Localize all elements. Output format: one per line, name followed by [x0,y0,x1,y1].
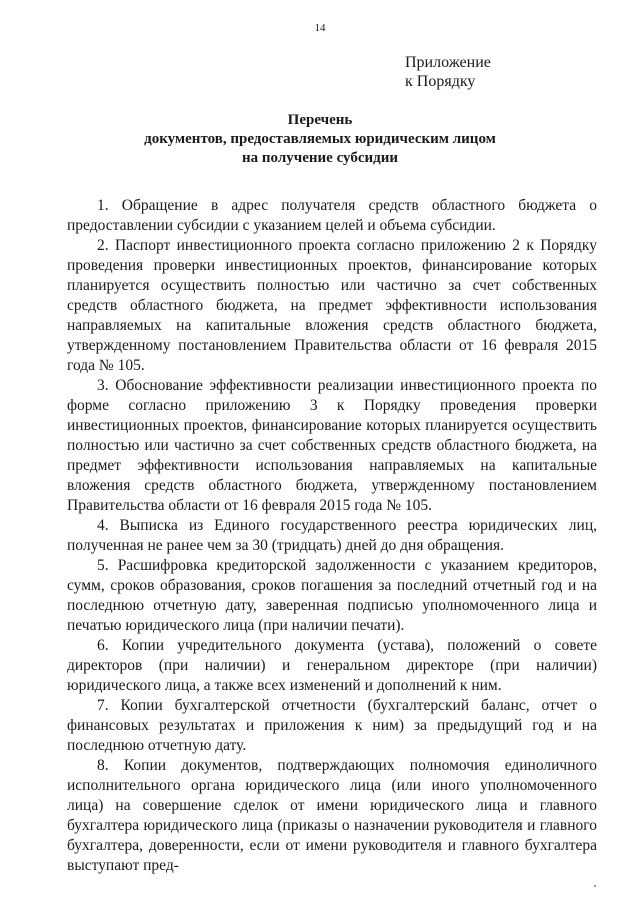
appendix-header [405,53,491,91]
list-item-6: 6. Копии учредительного документа (устава), положений о совете директоров (при наличии) и генеральном директоре (при наличии) юридического лица, а также всех изменений и дополнений к ним. [67,637,597,694]
scan-speck [594,885,596,887]
list-item-1: 1. Обращение в адрес получателя средств областного бюджета о предоставлении субсидии с указанием целей и объема субсидии. [67,197,597,234]
appendix-line-1: Приложение [405,54,491,71]
title-line-1: Перечень [287,112,353,128]
list-item-3: 3. Обоснование эффективности реализации инвестиционного проекта по форме согласно приложению 3 к Порядку проведения проверки инвестиционных проектов, финансирование которых планируется осуществить полностью или частично за счет собственных средств областного бюджета, на предмет эффективности использования направляемых на капитальные вложения средств областного бюджета, утвержденному постановлением Правительства области от 16 февраля 2015 года № 105. [67,377,597,514]
page-number: 14 [314,22,326,34]
list-item-2: 2. Паспорт инвестиционного проекта согласно приложению 2 к Порядку проведения проверки инвестиционных проектов, финансирование которых планируется осуществить полностью или частично за счет собственных средств областного бюджета, на предмет эффективности использования направляемых на капитальные вложения средств областного бюджета, утвержденному постановлением Правительства области от 16 февраля 2015 года № 105. [67,237,597,374]
list-item-7: 7. Копии бухгалтерской отчетности (бухгалтерский баланс, отчет о финансовых результатах и приложения к ним) за предыдущий год и на последнюю отчетную дату. [67,697,597,754]
list-item-5: 5. Расшифровка кредиторской задолженности с указанием кредиторов, сумм, сроков образования, сроков погашения за последний отчетный год и на последнюю отчетную дату, заверенная подписью уполномоченного лица и печатью юридического лица (при наличии печати). [67,557,597,634]
title-line-2: документов, предоставляемых юридическим лицом [144,131,496,147]
appendix-line-2: к Порядку [405,73,476,90]
title-line-3: на получение субсидии [242,150,398,166]
document-list [67,196,597,876]
list-item-8: 8. Копии документов, подтверждающих полномочия единоличного исполнительного органа юридического лица (или иного уполномоченного лица) на совершение сделок от имени юридического лица и главного бухгалтера юридического лица (приказы о назначении руководителя и главного бухгалтера, доверенности, если от имени руководителя и главного бухгалтера выступают пред- [67,757,597,874]
document-title [0,111,640,168]
list-item-4: 4. Выписка из Единого государственного реестра юридических лиц, полученная не ранее чем за 30 (тридцать) дней до дня обращения. [67,517,597,554]
